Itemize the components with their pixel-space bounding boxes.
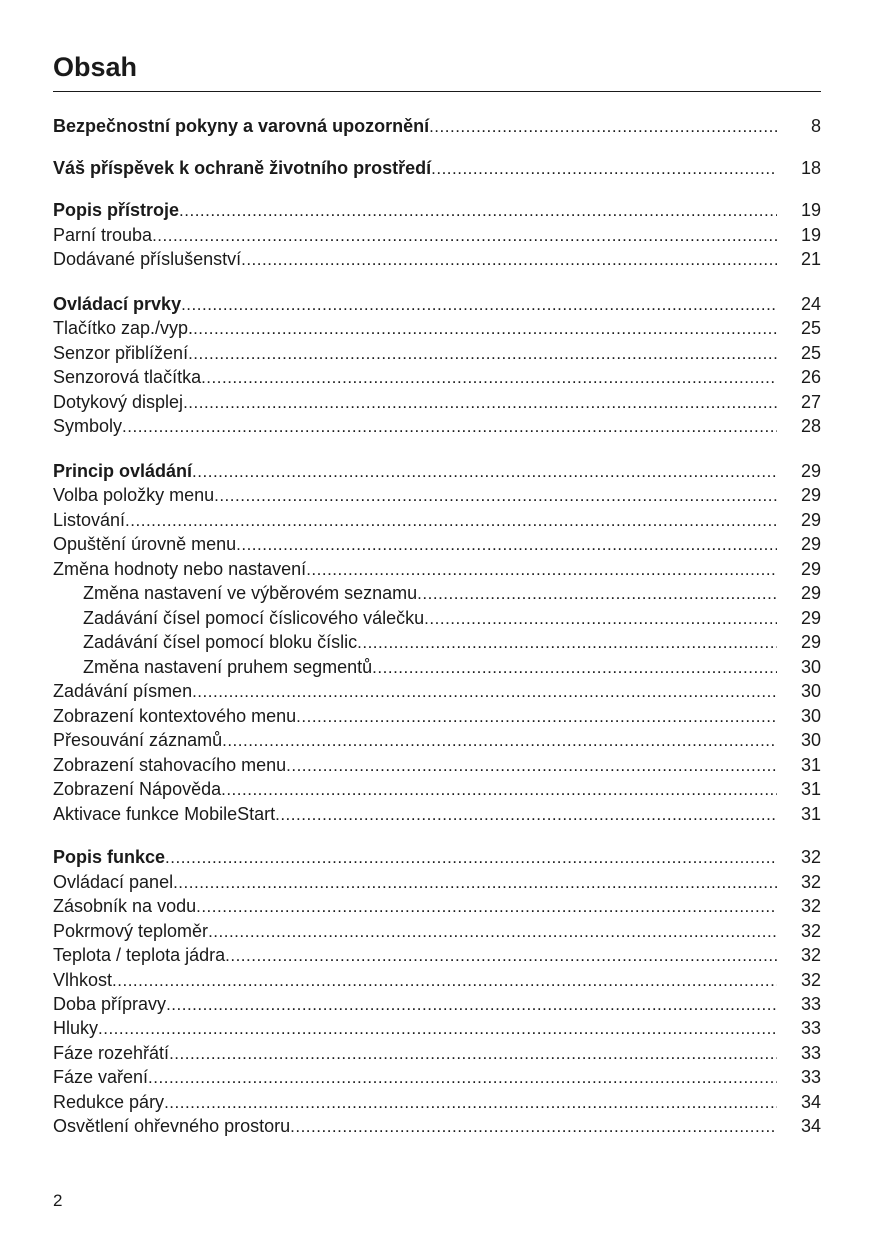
toc-page-number: 32 [800,896,821,916]
toc-page-number: 29 [800,632,821,652]
toc-page-number: 30 [800,706,821,726]
toc-page-number: 21 [800,249,821,269]
toc-entry[interactable] [53,1065,821,1089]
toc-entry-title: Zadávání čísel pomocí bloku číslic [83,632,358,652]
toc-page-number: 34 [800,1116,821,1136]
toc-entry[interactable] [53,992,821,1016]
toc-entry-title: Pokrmový teploměr [53,921,209,941]
toc-entry-title: Listování [53,510,126,530]
toc-page-number: 30 [800,681,821,701]
toc-page-number: 30 [800,730,821,750]
toc-entry[interactable] [53,557,821,581]
toc-entry[interactable] [53,316,821,340]
toc-dot-leader [208,920,777,944]
toc-entry[interactable] [53,414,821,438]
toc-dot-leader [125,509,777,533]
toc-page-number: 28 [800,416,821,436]
toc-page-number: 31 [800,804,821,824]
toc-entry-title: Hluky [53,1018,99,1038]
toc-page-number: 29 [800,559,821,579]
toc-entry[interactable] [53,704,821,728]
toc-page-number: 19 [800,225,821,245]
toc-entry-title: Fáze rozehřátí [53,1043,170,1063]
toc-entry-title: Zadávání písmen [53,681,193,701]
toc-entry-title: Aktivace funkce MobileStart [53,804,276,824]
toc-page-number: 33 [800,1043,821,1063]
toc-page-number: 18 [800,158,821,178]
toc-entry-title: Zobrazení kontextového menu [53,706,297,726]
toc-dot-leader [222,729,777,753]
toc-dot-leader [183,391,777,415]
toc-entry[interactable] [53,532,821,556]
toc-entry-title: Bezpečnostní pokyny a varovná upozornění [53,116,430,136]
toc-page-number: 25 [800,343,821,363]
toc-entry[interactable] [53,968,821,992]
toc-entry-title: Princip ovládání [53,461,193,481]
toc-entry[interactable] [53,894,821,918]
toc-entry[interactable] [53,1016,821,1040]
toc-entry[interactable] [53,508,821,532]
toc-entry[interactable] [53,655,821,679]
toc-dot-leader [275,803,777,827]
toc-entry[interactable] [53,870,821,894]
toc-entry-title: Přesouvání záznamů [53,730,223,750]
toc-entry-title: Osvětlení ohřevného prostoru [53,1116,291,1136]
toc-page-number: 33 [800,1067,821,1087]
toc-dot-leader [165,846,777,870]
toc-page-number: 29 [800,485,821,505]
toc-page-number: 29 [800,510,821,530]
toc-entry[interactable] [53,1090,821,1114]
toc-entry-title: Symboly [53,416,123,436]
toc-page-number: 32 [800,872,821,892]
toc-entry[interactable] [53,728,821,752]
toc-dot-leader [148,1066,777,1090]
toc-entry[interactable] [53,292,821,316]
toc-entry[interactable] [53,606,821,630]
toc-dot-leader [236,533,777,557]
toc-dot-leader [424,607,777,631]
toc-page-number: 29 [800,583,821,603]
toc-dot-leader [179,199,777,223]
toc-entry-title: Volba položky menu [53,485,215,505]
title-divider [53,91,821,92]
toc-entry-title: Opuštění úrovně menu [53,534,237,554]
toc-dot-leader [241,248,777,272]
toc-entry[interactable] [53,802,821,826]
toc-entry-title: Ovládací prvky [53,294,182,314]
toc-entry[interactable] [53,919,821,943]
toc-entry-title: Ovládací panel [53,872,174,892]
toc-page-number: 33 [800,994,821,1014]
toc-page-number: 19 [800,200,821,220]
toc-entry[interactable] [53,1114,821,1138]
toc-dot-leader [357,631,777,655]
toc-page-number: 32 [800,970,821,990]
toc-entry-title: Redukce páry [53,1092,165,1112]
toc-entry[interactable] [53,114,821,138]
toc-dot-leader [286,754,777,778]
toc-entry[interactable] [53,483,821,507]
toc-entry[interactable] [53,777,821,801]
toc-entry[interactable] [53,679,821,703]
toc-dot-leader [188,342,777,366]
toc-dot-leader [112,969,777,993]
toc-page-number: 32 [800,921,821,941]
toc-page-number: 8 [810,116,821,136]
toc-entry-title: Změna nastavení ve výběrovém seznamu [83,583,418,603]
toc-entry[interactable] [53,943,821,967]
toc-dot-leader [429,115,777,139]
toc-dot-leader [431,157,777,181]
toc-page-number: 27 [800,392,821,412]
toc-dot-leader [296,705,777,729]
toc-dot-leader [306,558,777,582]
toc-dot-leader [192,680,777,704]
toc-entry[interactable] [53,753,821,777]
toc-dot-leader [152,224,777,248]
toc-dot-leader [196,895,777,919]
toc-dot-leader [98,1017,777,1041]
toc-entry[interactable] [53,630,821,654]
toc-page-number: 29 [800,608,821,628]
toc-page-number: 30 [800,657,821,677]
toc-entry[interactable] [53,581,821,605]
toc-dot-leader [169,1042,777,1066]
toc-dot-leader [214,484,777,508]
toc-entry[interactable] [53,845,821,869]
toc-dot-leader [417,582,777,606]
toc-entry[interactable] [53,247,821,271]
toc-dot-leader [221,778,777,802]
toc-entry[interactable] [53,365,821,389]
toc-entry-title: Zásobník na vodu [53,896,197,916]
toc-page-number: 31 [800,779,821,799]
toc-dot-leader [164,1091,777,1115]
toc-entry-title: Zadávání čísel pomocí číslicového válečku [83,608,425,628]
toc-entry[interactable] [53,341,821,365]
toc-entry-title: Popis funkce [53,847,166,867]
toc-entry-title: Zobrazení stahovacího menu [53,755,287,775]
toc-entry[interactable] [53,1041,821,1065]
toc-entry[interactable] [53,156,821,180]
toc-page-number: 29 [800,461,821,481]
toc-dot-leader [290,1115,777,1139]
toc-entry-title: Dodávané příslušenství [53,249,242,269]
toc-page-number: 32 [800,847,821,867]
toc-entry-title: Tlačítko zap./vyp. [53,318,194,338]
toc-dot-leader [173,871,777,895]
toc-entry-title: Zobrazení Nápověda [53,779,222,799]
toc-page-number: 26 [800,367,821,387]
toc-entry-title: Změna hodnoty nebo nastavení [53,559,307,579]
toc-page-number: 34 [800,1092,821,1112]
toc-entry-title: Váš příspěvek k ochraně životního prostředí [53,158,432,178]
toc-entry-title: Teplota / teplota jádra [53,945,226,965]
toc-entry-title: Senzorová tlačítka [53,367,202,387]
toc-page-number: 33 [800,1018,821,1038]
toc-entry-title: Parní trouba [53,225,153,245]
toc-entry-title: Vlhkost [53,970,113,990]
toc-dot-leader [166,993,777,1017]
toc-entry[interactable] [53,223,821,247]
toc-entry[interactable] [53,459,821,483]
toc-entry[interactable] [53,390,821,414]
toc-page-number: 29 [800,534,821,554]
toc-dot-leader [122,415,777,439]
toc-page-number: 25 [800,318,821,338]
toc-page-number: 31 [800,755,821,775]
toc-page-number: 24 [800,294,821,314]
page-title: Obsah [53,52,138,82]
toc-dot-leader [193,317,777,341]
toc-page-number: 32 [800,945,821,965]
footer-page-number: 2 [53,1191,63,1210]
toc-entry-title: Změna nastavení pruhem segmentů [83,657,373,677]
toc-dot-leader [192,460,777,484]
toc-entry-title: Dotykový displej [53,392,184,412]
toc-dot-leader [181,293,777,317]
toc-entry[interactable] [53,198,821,222]
toc-dot-leader [201,366,777,390]
toc-entry-title: Doba přípravy [53,994,167,1014]
toc-entry-title: Senzor přiblížení [53,343,189,363]
toc-entry-title: Popis přístroje [53,200,180,220]
toc-dot-leader [372,656,777,680]
toc-dot-leader [225,944,777,968]
toc-entry-title: Fáze vaření [53,1067,149,1087]
